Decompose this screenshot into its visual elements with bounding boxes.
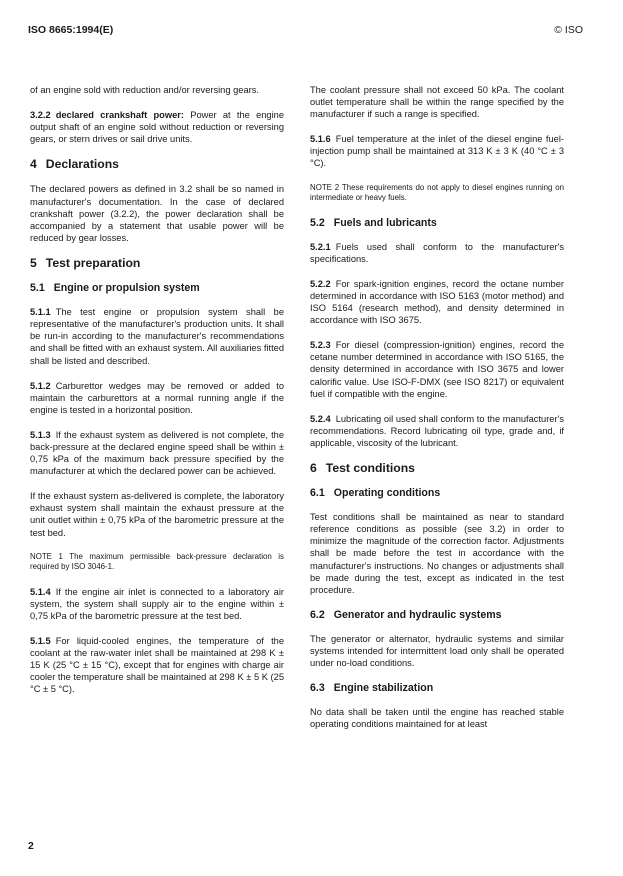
heading-number: 6.2 (310, 608, 325, 621)
heading-title: Test preparation (45, 255, 141, 270)
copyright-mark: © ISO (554, 24, 583, 36)
heading-5-1 (30, 282, 284, 294)
heading-6-2 (310, 609, 564, 621)
page-number: 2 (28, 840, 34, 852)
heading-title: Test conditions (325, 460, 415, 475)
paragraph-6-1: Test conditions shall be maintained as near to standard reference conditions as possible (see 3.2) in order to minimize the magnitude of the correction factor. Adjustments shall be made before the test in accordance with the manufacturer's instructions. No changes or adjustments shall be made during the test, except as indicated in the test procedure. (310, 512, 564, 595)
clause-5-2-1 (310, 241, 564, 265)
clause-number: 5.2.4 (310, 413, 331, 424)
clause-text: For diesel (compression-ignition) engines, record the cetane number determined in accordance with ISO 5165, the density determined in accordance with ISO 3675 and lower calorific value. Use ISO-F-DMX (see ISO 8217) or equivalent fuel if compatible with the engine. (310, 340, 564, 399)
heading-title: Operating conditions (333, 487, 441, 500)
clause-5-1-6 (310, 133, 564, 169)
heading-4 (30, 158, 284, 170)
clause-text: Power at the engine output shaft of an engine sold without reduction or reversing gears, or stern drives or sail drive units. (30, 110, 285, 145)
clause-number: 5.2.2 (310, 278, 331, 289)
clause-5-2-4 (310, 413, 564, 449)
clause-3-2-2 (30, 109, 284, 145)
clause-text: For liquid-cooled engines, the temperature of the coolant at the raw-water inlet shall be maintained at 298 K ± 15 K (25 °C ± 15 °C), except that for engines with charge air cooler the temperature shall be maintained at 298 K ± 5 K (25 °C ± 5 °C). (30, 635, 284, 695)
heading-title: Fuels and lubricants (333, 216, 437, 229)
clause-number: 5.1.1 (30, 307, 51, 318)
clause-number: 5.1.5 (30, 635, 51, 646)
paragraph-continued: The coolant pressure shall not exceed 50 kPa. The coolant outlet temperature shall be within the range specified by the manufacturer if such a range is specified. (310, 85, 564, 120)
clause-5-1-4 (30, 586, 284, 622)
heading-number: 6.1 (310, 487, 325, 500)
clause-number: 5.1.2 (30, 380, 51, 391)
heading-6 (310, 462, 564, 474)
clause-text: The test engine or propulsion system shall be representative of the manufacturer's production units. It shall be run-in according to the manufacturer's recommendations and shall be fitted with an exhaust system. All auxiliaries fitted shall be listed and described. (30, 307, 284, 366)
heading-number: 6 (310, 460, 317, 475)
clause-5-1-1 (30, 306, 284, 366)
heading-6-1 (310, 487, 564, 499)
clause-text: Lubricating oil used shall conform to the manufacturer's recommendations. Record lubricating oil type, grade and, if applicable, viscosity of the lubricant. (310, 413, 564, 448)
clause-text: Carburettor wedges may be removed or added to maintain the carburettors at a normal running angle if the engine is tested in a horizontal position. (30, 380, 284, 415)
clause-5-1-2 (30, 380, 284, 416)
clause-text: Fuel temperature at the inlet of the diesel engine fuel-injection pump shall be maintained at 313 K ± 3 K (40 °C ± 3 °C). (310, 134, 564, 169)
heading-title: Engine stabilization (333, 682, 434, 695)
heading-5-2 (310, 217, 564, 229)
paragraph-5-1-3-b: If the exhaust system as-delivered is complete, the laboratory exhaust system shall maintain the exhaust pressure at the unit outlet within ± 0,75 kPa of the barometric pressure at the test bed. (30, 491, 284, 538)
paragraph-6-3: No data shall be taken until the engine has reached stable operating conditions maintained for at least (310, 707, 564, 730)
left-column (30, 84, 284, 708)
heading-title: Engine or propulsion system (53, 282, 200, 295)
clause-number: 5.2.3 (310, 340, 331, 351)
clause-number: 5.1.3 (30, 429, 51, 440)
clause-text: Fuels used shall conform to the manufacturer's specifications. (310, 241, 564, 264)
right-column (310, 84, 564, 743)
clause-text: If the exhaust system as delivered is not complete, the back-pressure at the declared engine speed shall be within ± 0,75 kPa of the maximum back pressure specified by the manufacturer at which the declared power can be achieved. (30, 429, 284, 477)
document-id: ISO 8665:1994(E) (28, 24, 114, 36)
heading-title: Generator and hydraulic systems (333, 608, 502, 621)
note-2: NOTE 2 These requirements do not apply to diesel engines running on intermediate or heavy fuels. (310, 182, 564, 203)
heading-title: Declarations (45, 157, 119, 172)
clause-text: For spark-ignition engines, record the octane number determined in accordance with ISO 5163 (motor method) and ISO 5164 (research method), and density determined in accordance with ISO 3675. (310, 278, 564, 326)
paragraph-continued: of an engine sold with reduction and/or reversing gears. (30, 85, 259, 95)
clause-5-2-3 (310, 339, 564, 399)
clause-number: 5.1.4 (30, 586, 51, 597)
paragraph-6-2: The generator or alternator, hydraulic systems and similar systems intended for intermittent load only shall be operated under no-load conditions. (310, 633, 564, 669)
clause-number: 3.2.2 (30, 110, 51, 121)
heading-number: 5.1 (30, 282, 45, 295)
term-title: declared crankshaft power: (55, 110, 184, 121)
paragraph-declarations: The declared powers as defined in 3.2 shall be so named in manufacturer's documentation. In the case of declared crankshaft power (3.2.2), the power declaration shall be accompanied by a statement that usable power will be reduced by gear losses. (30, 184, 284, 243)
note-1: NOTE 1 The maximum permissible back-pressure declaration is required by ISO 3046-1. (30, 551, 284, 572)
clause-number: 5.1.6 (310, 134, 331, 145)
heading-number: 5.2 (310, 216, 325, 229)
clause-5-1-3 (30, 429, 284, 477)
clause-5-2-2 (310, 278, 564, 326)
heading-5 (30, 257, 284, 269)
heading-number: 6.3 (310, 682, 325, 695)
heading-number: 4 (30, 157, 37, 172)
clause-text: If the engine air inlet is connected to a laboratory air system, the system shall supply air to the engine within ± 0,75 kPa of the barometric pressure at the test bed. (30, 586, 284, 621)
heading-number: 5 (30, 255, 37, 270)
heading-6-3 (310, 682, 564, 694)
clause-number: 5.2.1 (310, 241, 331, 252)
clause-5-1-5 (30, 635, 284, 695)
